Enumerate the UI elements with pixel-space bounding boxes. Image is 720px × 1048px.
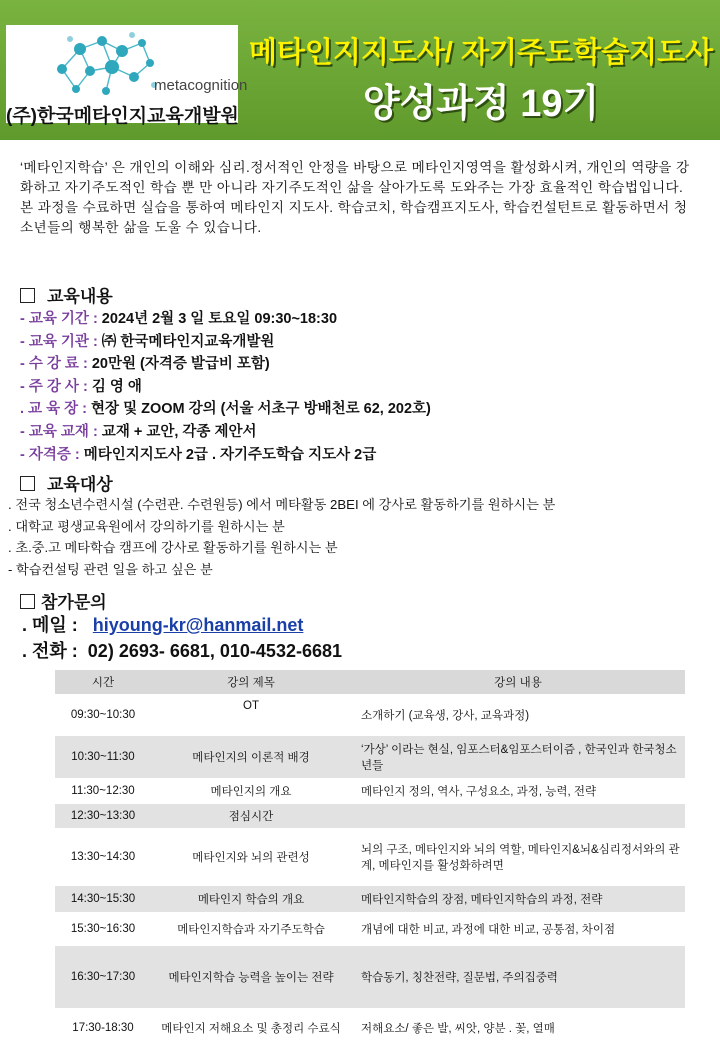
row-time: 10:30~11:30 <box>55 736 151 778</box>
row-title: 메타인지학습과 자기주도학습 <box>151 912 351 946</box>
table-row <box>55 912 685 946</box>
section-title-target: 교육대상 <box>20 470 113 495</box>
table-row <box>55 828 685 886</box>
target-item: . 전국 청소년수련시설 (수련관. 수련원등) 에서 메타활동 2BEI 에 강사로 활동하기를 원하시는 분 <box>8 497 556 512</box>
phone-line: . 전화 : 02) 2693- 6681, 010-4532-6681 <box>22 641 343 661</box>
header-time: 시간 <box>55 670 151 694</box>
title-line-1: 메타인지지도사/ 자기주도학습지도사 <box>248 37 714 69</box>
header-desc: 강의 내용 <box>351 670 685 694</box>
edu-item: - 교육 기간 : 2024년 2월 3 일 토요일 09:30~18:30 <box>20 311 338 327</box>
row-desc: 학습동기, 칭찬전략, 질문법, 주의집중력 <box>351 946 685 1008</box>
logo-word: metacognition <box>154 77 248 94</box>
email-link[interactable]: hiyoung-kr@hanmail.net <box>92 615 304 635</box>
row-title: 점심시간 <box>151 804 351 828</box>
target-item: . 대학교 평생교육원에서 강의하기를 원하시는 분 <box>8 518 285 534</box>
row-desc: 뇌의 구조, 메타인지와 뇌의 역할, 메타인지&뇌&심리정서와의 관계, 메타인지를 활성화하려면 <box>351 828 685 886</box>
row-desc: 저해요소/ 좋은 발, 씨앗, 양분 . 꽃, 열매 <box>351 1008 685 1048</box>
intro-text <box>20 158 700 238</box>
edu-item: - 자격증 : 메타인지지도사 2급 . 자기주도학습 지도사 2급 <box>20 446 377 463</box>
header-title: 강의 제목 <box>151 670 351 694</box>
row-time: 15:30~16:30 <box>55 912 151 946</box>
table-header-row <box>55 670 685 694</box>
edu-item: - 수 강 료 : 20만원 (자격증 발급비 포함) <box>20 356 270 373</box>
table-row <box>55 946 685 1008</box>
table-row <box>55 694 685 736</box>
network-logo-icon <box>50 29 160 101</box>
row-desc: 개념에 대한 비교, 과정에 대한 비교, 공통점, 차이점 <box>351 912 685 946</box>
intro-paragraph: ‘메타인지학습’ 은 개인의 이해와 심리.정서적인 안정을 바탕으로 메타인지영역을 활성화시켜, 개인의 역량을 강화하고 자기주도적인 학습 뿐 만 아니라 자기주도적인 삶을 살아가도록 도와주는 가장 효율적인 학습법입니다. <box>20 160 690 195</box>
edu-details <box>20 308 431 466</box>
row-desc: 메타인지 정의, 역사, 구성요소, 과정, 능력, 전략 <box>351 778 685 804</box>
edu-item: - 주 강 사 : 김 영 애 <box>20 378 142 395</box>
checkbox-square-icon <box>20 476 35 491</box>
row-time: 13:30~14:30 <box>55 828 151 886</box>
row-time: 17:30-18:30 <box>55 1008 151 1048</box>
row-title: 메타인지의 개요 <box>151 778 351 804</box>
row-title: 메타인지학습 능력을 높이는 전략 <box>151 946 351 1008</box>
email-line: . 메일 : hiyoung-kr@hanmail.net <box>22 615 304 635</box>
table-row <box>55 886 685 912</box>
checkbox-square-icon <box>20 288 35 303</box>
edu-item: - 교육 교재 : 교재 + 교안, 각종 제안서 <box>20 423 257 440</box>
header-banner <box>0 0 720 140</box>
row-time: 14:30~15:30 <box>55 886 151 912</box>
edu-item: . 교 육 장 : 현장 및 ZOOM 강의 (서울 서초구 방배천로 62, 202호) <box>20 401 431 418</box>
edu-item: - 교육 기관 : ㈜ 한국메타인지교육개발원 <box>20 333 275 350</box>
row-title: 메타인지와 뇌의 관련성 <box>151 828 351 886</box>
row-time: 11:30~12:30 <box>55 778 151 804</box>
logo-org-name: (주)한국메타인지교육개발원 <box>6 106 239 127</box>
contact-info <box>22 612 342 664</box>
target-list <box>8 494 718 580</box>
row-desc: 메타인지학습의 장점, 메타인지학습의 과정, 전략 <box>351 886 685 912</box>
target-item: . 초.중.고 메타학습 캠프에 강사로 활동하기를 원하시는 분 <box>8 540 338 555</box>
checkbox-square-icon <box>20 594 35 609</box>
row-desc: ‘가상’ 이라는 현실, 임포스터&임포스터이즘 , 한국인과 한국청소년들 <box>351 736 685 778</box>
row-desc: 소개하기 (교육생, 강사, 교육과정) <box>351 694 685 736</box>
section-title-contact: 참가문의 <box>20 588 107 613</box>
logo <box>6 25 248 127</box>
row-time: 16:30~17:30 <box>55 946 151 1008</box>
section-title-edu: 교육내용 <box>20 282 113 307</box>
row-time: 09:30~10:30 <box>55 694 151 736</box>
table-row <box>55 778 685 804</box>
row-time: 12:30~13:30 <box>55 804 151 828</box>
table-row <box>55 736 685 778</box>
title-line-2: 양성과정 19기 <box>362 83 600 125</box>
row-title: 메타인지 저해요소 및 총정리 수료식 <box>151 1008 351 1048</box>
table-row <box>55 1008 685 1048</box>
schedule-table <box>55 670 685 1048</box>
row-title: 메타인지의 이론적 배경 <box>151 736 351 778</box>
target-item: - 학습컨설팅 관련 일을 하고 싶은 분 <box>8 561 213 577</box>
row-title: OT <box>151 694 351 736</box>
row-desc <box>351 804 685 828</box>
row-title: 메타인지 학습의 개요 <box>151 886 351 912</box>
intro-paragraph: 본 과정을 수료하면 실습을 통하여 메타인지 지도사. 학습코치, 학습캠프지도사, 학습컨설턴트로 활동하면서 청소년들의 행복한 삶을 도울 수 있습니다. <box>20 200 688 235</box>
table-row <box>55 804 685 828</box>
